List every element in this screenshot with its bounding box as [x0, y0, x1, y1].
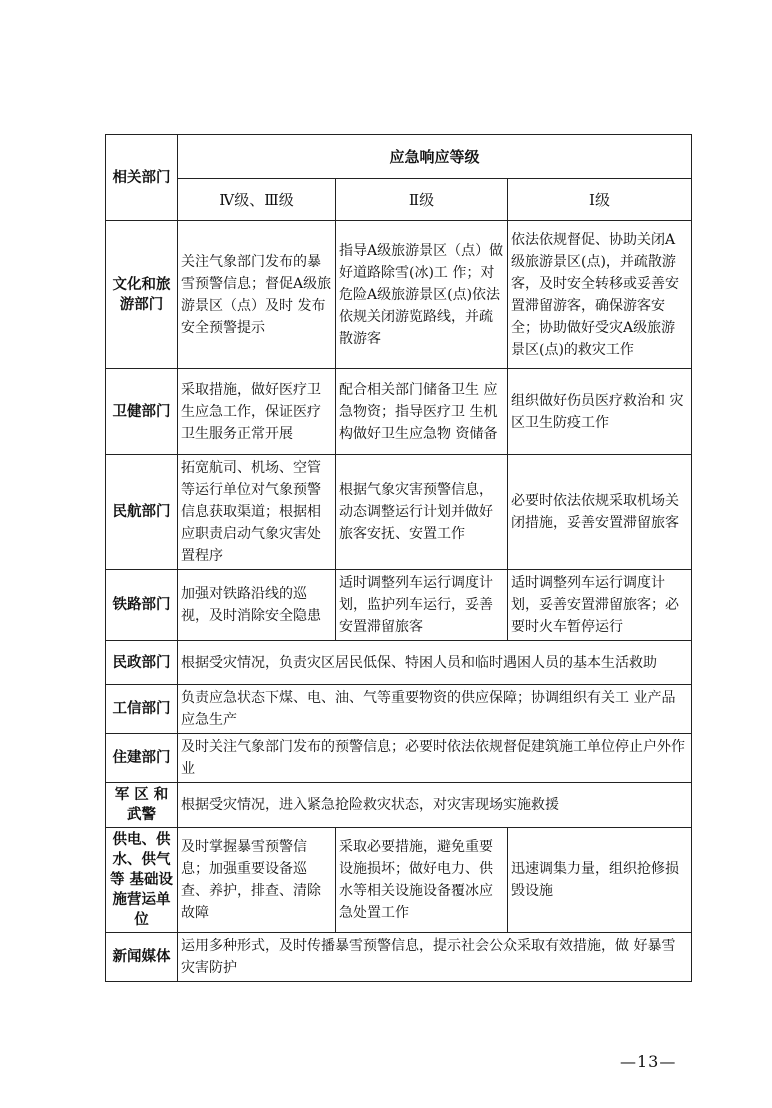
cell-all-levels: 负责应急状态下煤、电、油、气等重要物资的供应保障；协调组织有关工 业产品应急生产 [178, 685, 692, 734]
table-row [106, 369, 692, 455]
page-number: —13— [620, 1052, 677, 1071]
cell-all-levels: 及时关注气象部门发布的预警信息；必要时依法依规督促建筑施工单位停止户外作业 [178, 734, 692, 783]
dept-housing-construction: 住建部门 [106, 734, 178, 783]
table-row [106, 828, 692, 933]
cell-level-2: 适时调整列车运行调度计划，监护列车运行，妥善安置滞留旅客 [336, 570, 508, 641]
dept-military-armed-police: 军 区 和武警 [106, 783, 178, 828]
table-row [106, 685, 692, 734]
cell-level-2: 采取必要措施，避免重要设施损坏；做好电力、供水等相关设施设备覆冰应急处置工作 [336, 828, 508, 933]
cell-level-2: 配合相关部门储备卫生 应急物资；指导医疗卫 生机构做好卫生应急物 资储备 [336, 369, 508, 455]
emergency-response-table [105, 134, 692, 982]
table-row [106, 570, 692, 641]
dept-culture-tourism: 文化和旅游部门 [106, 221, 178, 369]
cell-all-levels: 根据受灾情况，进入紧急抢险救灾状态，对灾害现场实施救援 [178, 783, 692, 828]
cell-level-4-3: 拓宽航司、机场、空管等运行单位对气象预警信息获取渠道；根据相应职责启动气象灾害处置程序 [178, 455, 336, 570]
dept-health: 卫健部门 [106, 369, 178, 455]
dept-railway: 铁路部门 [106, 570, 178, 641]
cell-level-1: 适时调整列车运行调度计划，妥善安置滞留旅客；必要时火车暂停运行 [508, 570, 692, 641]
cell-level-4-3: 加强对铁路沿线的巡视，及时消除安全隐患 [178, 570, 336, 641]
table-row [106, 783, 692, 828]
cell-level-2: 指导A级旅游景区（点）做好道路除雪(冰)工 作；对危险A级旅游景区(点)依法依规关闭游览路线，并疏散游客 [336, 221, 508, 369]
cell-level-4-3: 关注气象部门发布的暴雪预警信息；督促A级旅游景区（点）及时 发布安全预警提示 [178, 221, 336, 369]
cell-level-2: 根据气象灾害预警信息，动态调整运行计划并做好旅客安抚、安置工作 [336, 455, 508, 570]
cell-level-1: 迅速调集力量，组织抢修损毁设施 [508, 828, 692, 933]
dept-infrastructure-operators: 供电、供水、供气等 基础设施营运单位 [106, 828, 178, 933]
cell-level-4-3: 采取措施，做好医疗卫生应急工作，保证医疗卫生服务正常开展 [178, 369, 336, 455]
level-4-3: Ⅳ级、Ⅲ级 [178, 179, 336, 221]
level-1: Ⅰ级 [508, 179, 692, 221]
table-row [106, 221, 692, 369]
cell-all-levels: 根据受灾情况，负责灾区居民低保、特困人员和临时遇困人员的基本生活救助 [178, 641, 692, 685]
dept-industry-it: 工信部门 [106, 685, 178, 734]
table-row [106, 641, 692, 685]
header-response-level: 应急响应等级 [178, 135, 692, 179]
table-row [106, 933, 692, 982]
level-2: Ⅱ级 [336, 179, 508, 221]
cell-level-1: 组织做好伤员医疗救治和 灾区卫生防疫工作 [508, 369, 692, 455]
header-related-departments: 相关部门 [106, 135, 178, 221]
table-row [106, 734, 692, 783]
cell-level-1: 依法依规督促、协助关闭A级旅游景区(点)，并疏散游客，及时安全转移或妥善安置滞留游客，确保游客安全；协助做好受灾A级旅游景区(点)的救灾工作 [508, 221, 692, 369]
cell-level-4-3: 及时掌握暴雪预警信息；加强重要设备巡查、养护，排查、清除 故障 [178, 828, 336, 933]
cell-all-levels: 运用多种形式，及时传播暴雪预警信息，提示社会公众采取有效措施，做 好暴雪灾害防护 [178, 933, 692, 982]
dept-civil-aviation: 民航部门 [106, 455, 178, 570]
dept-civil-affairs: 民政部门 [106, 641, 178, 685]
table-row [106, 455, 692, 570]
cell-level-1: 必要时依法依规采取机场关闭措施，妥善安置滞留旅客 [508, 455, 692, 570]
dept-news-media: 新闻媒体 [106, 933, 178, 982]
